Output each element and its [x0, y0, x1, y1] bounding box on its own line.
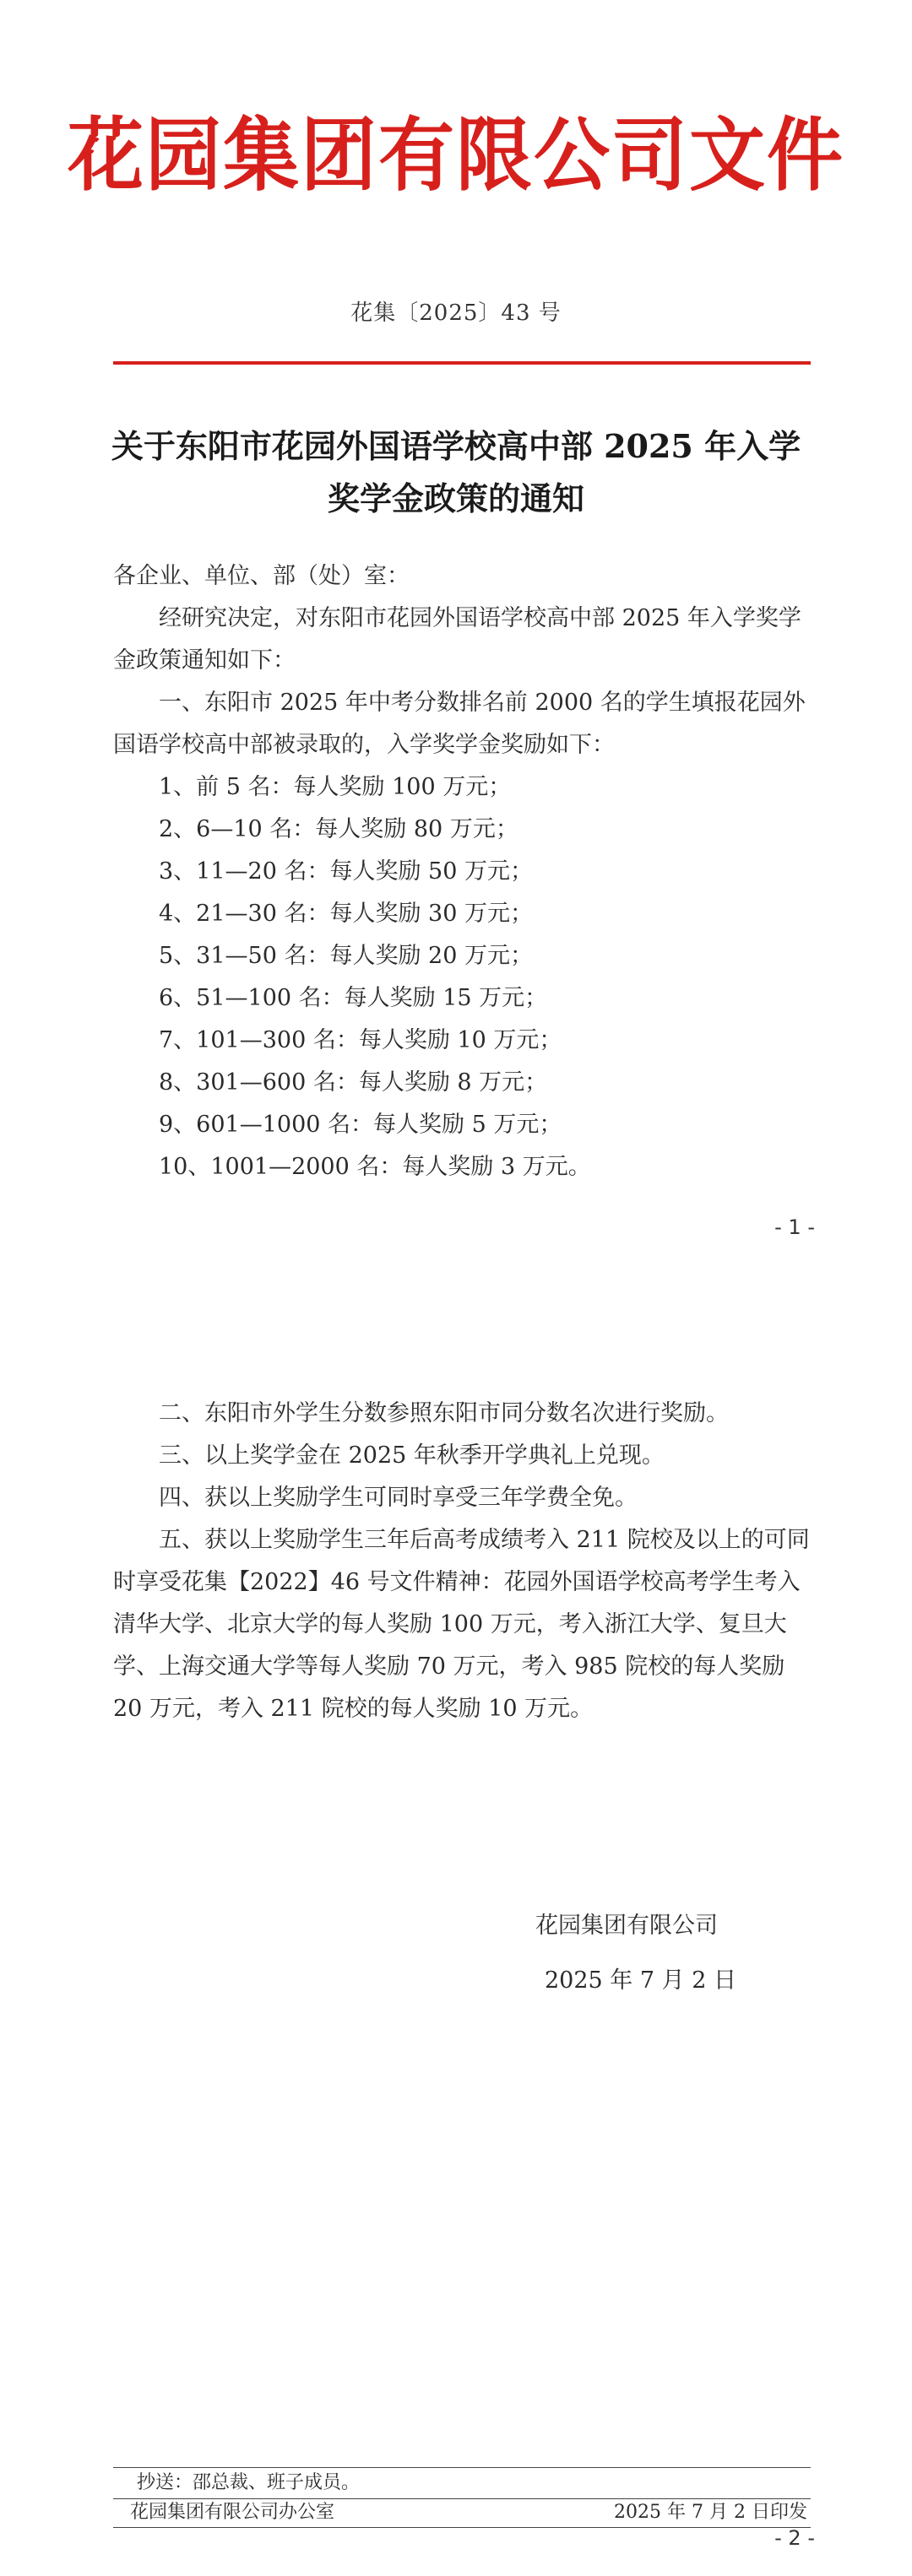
- section-2-text: 二、东阳市外学生分数参照东阳市同分数名次进行奖励。: [159, 1400, 729, 1426]
- section-5-text: 五、获以上奖励学生三年后高考成绩考入 211 院校及以上的可同时享受花集【2022】46 号文件精神：花园外国语学校高考学生考入清华大学、北京大学的每人奖励 100 万元，考入浙江大学、复旦大学、上海交通大学等每人奖励 70 万元，考入 985 院校的每人奖励 20 万元，考入 211 院校的每人奖励 10 万元。: [113, 1527, 810, 1722]
- award-item: 1、前 5 名：每人奖励 100 万元；: [159, 774, 512, 800]
- notice-title-line-1: 关于东阳市花园外国语学校高中部 2025 年入学: [111, 427, 801, 465]
- cc-recipients: 抄送：邵总裁、班子成员。: [137, 2472, 361, 2493]
- footer-rule-bottom: [113, 2527, 811, 2528]
- signature-date: 2025 年 7 月 2 日: [545, 1967, 736, 1994]
- letterhead-title: 花园集团有限公司文件: [68, 109, 844, 203]
- footer-rule-top: [113, 2467, 811, 2468]
- issuing-office: 花园集团有限公司办公室: [130, 2502, 335, 2523]
- award-item: 10、1001—2000 名：每人奖励 3 万元。: [159, 1154, 591, 1180]
- document-page-2: [0, 1291, 912, 2576]
- issue-date: 2025 年 7 月 2 日印发: [614, 2502, 807, 2523]
- red-separator-rule: [113, 361, 811, 365]
- document-number: 花集〔2025〕43 号: [350, 300, 562, 326]
- notice-title: [93, 420, 819, 525]
- section-3-text: 三、以上奖学金在 2025 年秋季开学典礼上兑现。: [159, 1442, 665, 1469]
- section-1-paragraph: [113, 682, 816, 766]
- notice-title-line-2: 奖学金政策的通知: [327, 479, 584, 517]
- intro-paragraph: [113, 598, 816, 682]
- page-number: - 1 -: [774, 1215, 815, 1239]
- award-item: 3、11—20 名：每人奖励 50 万元；: [159, 858, 533, 885]
- award-item: 7、101—300 名：每人奖励 10 万元；: [159, 1027, 562, 1053]
- award-item: 4、21—30 名：每人奖励 30 万元；: [159, 901, 533, 927]
- section-4-text: 四、获以上奖励学生可同时享受三年学费全免。: [159, 1485, 638, 1511]
- addressee: 各企业、单位、部（处）室：: [113, 563, 410, 589]
- award-item: 5、31—50 名：每人奖励 20 万元；: [159, 943, 533, 969]
- award-item: 6、51—100 名：每人奖励 15 万元；: [159, 985, 548, 1011]
- remaining-sections: [113, 1393, 816, 1730]
- award-item: 9、601—1000 名：每人奖励 5 万元；: [159, 1112, 562, 1138]
- award-list: [113, 766, 816, 1188]
- award-item: 2、6—10 名：每人奖励 80 万元；: [159, 816, 518, 842]
- award-item: 8、301—600 名：每人奖励 8 万元；: [159, 1069, 548, 1096]
- signature-organization: 花园集团有限公司: [535, 1913, 718, 1939]
- page-number: - 2 -: [774, 2526, 815, 2550]
- section-1-text: 一、东阳市 2025 年中考分数排名前 2000 名的学生填报花园外国语学校高中部被录取的，入学奖学金奖励如下：: [113, 690, 806, 758]
- intro-text: 经研究决定，对东阳市花园外国语学校高中部 2025 年入学奖学金政策通知如下：: [113, 605, 801, 674]
